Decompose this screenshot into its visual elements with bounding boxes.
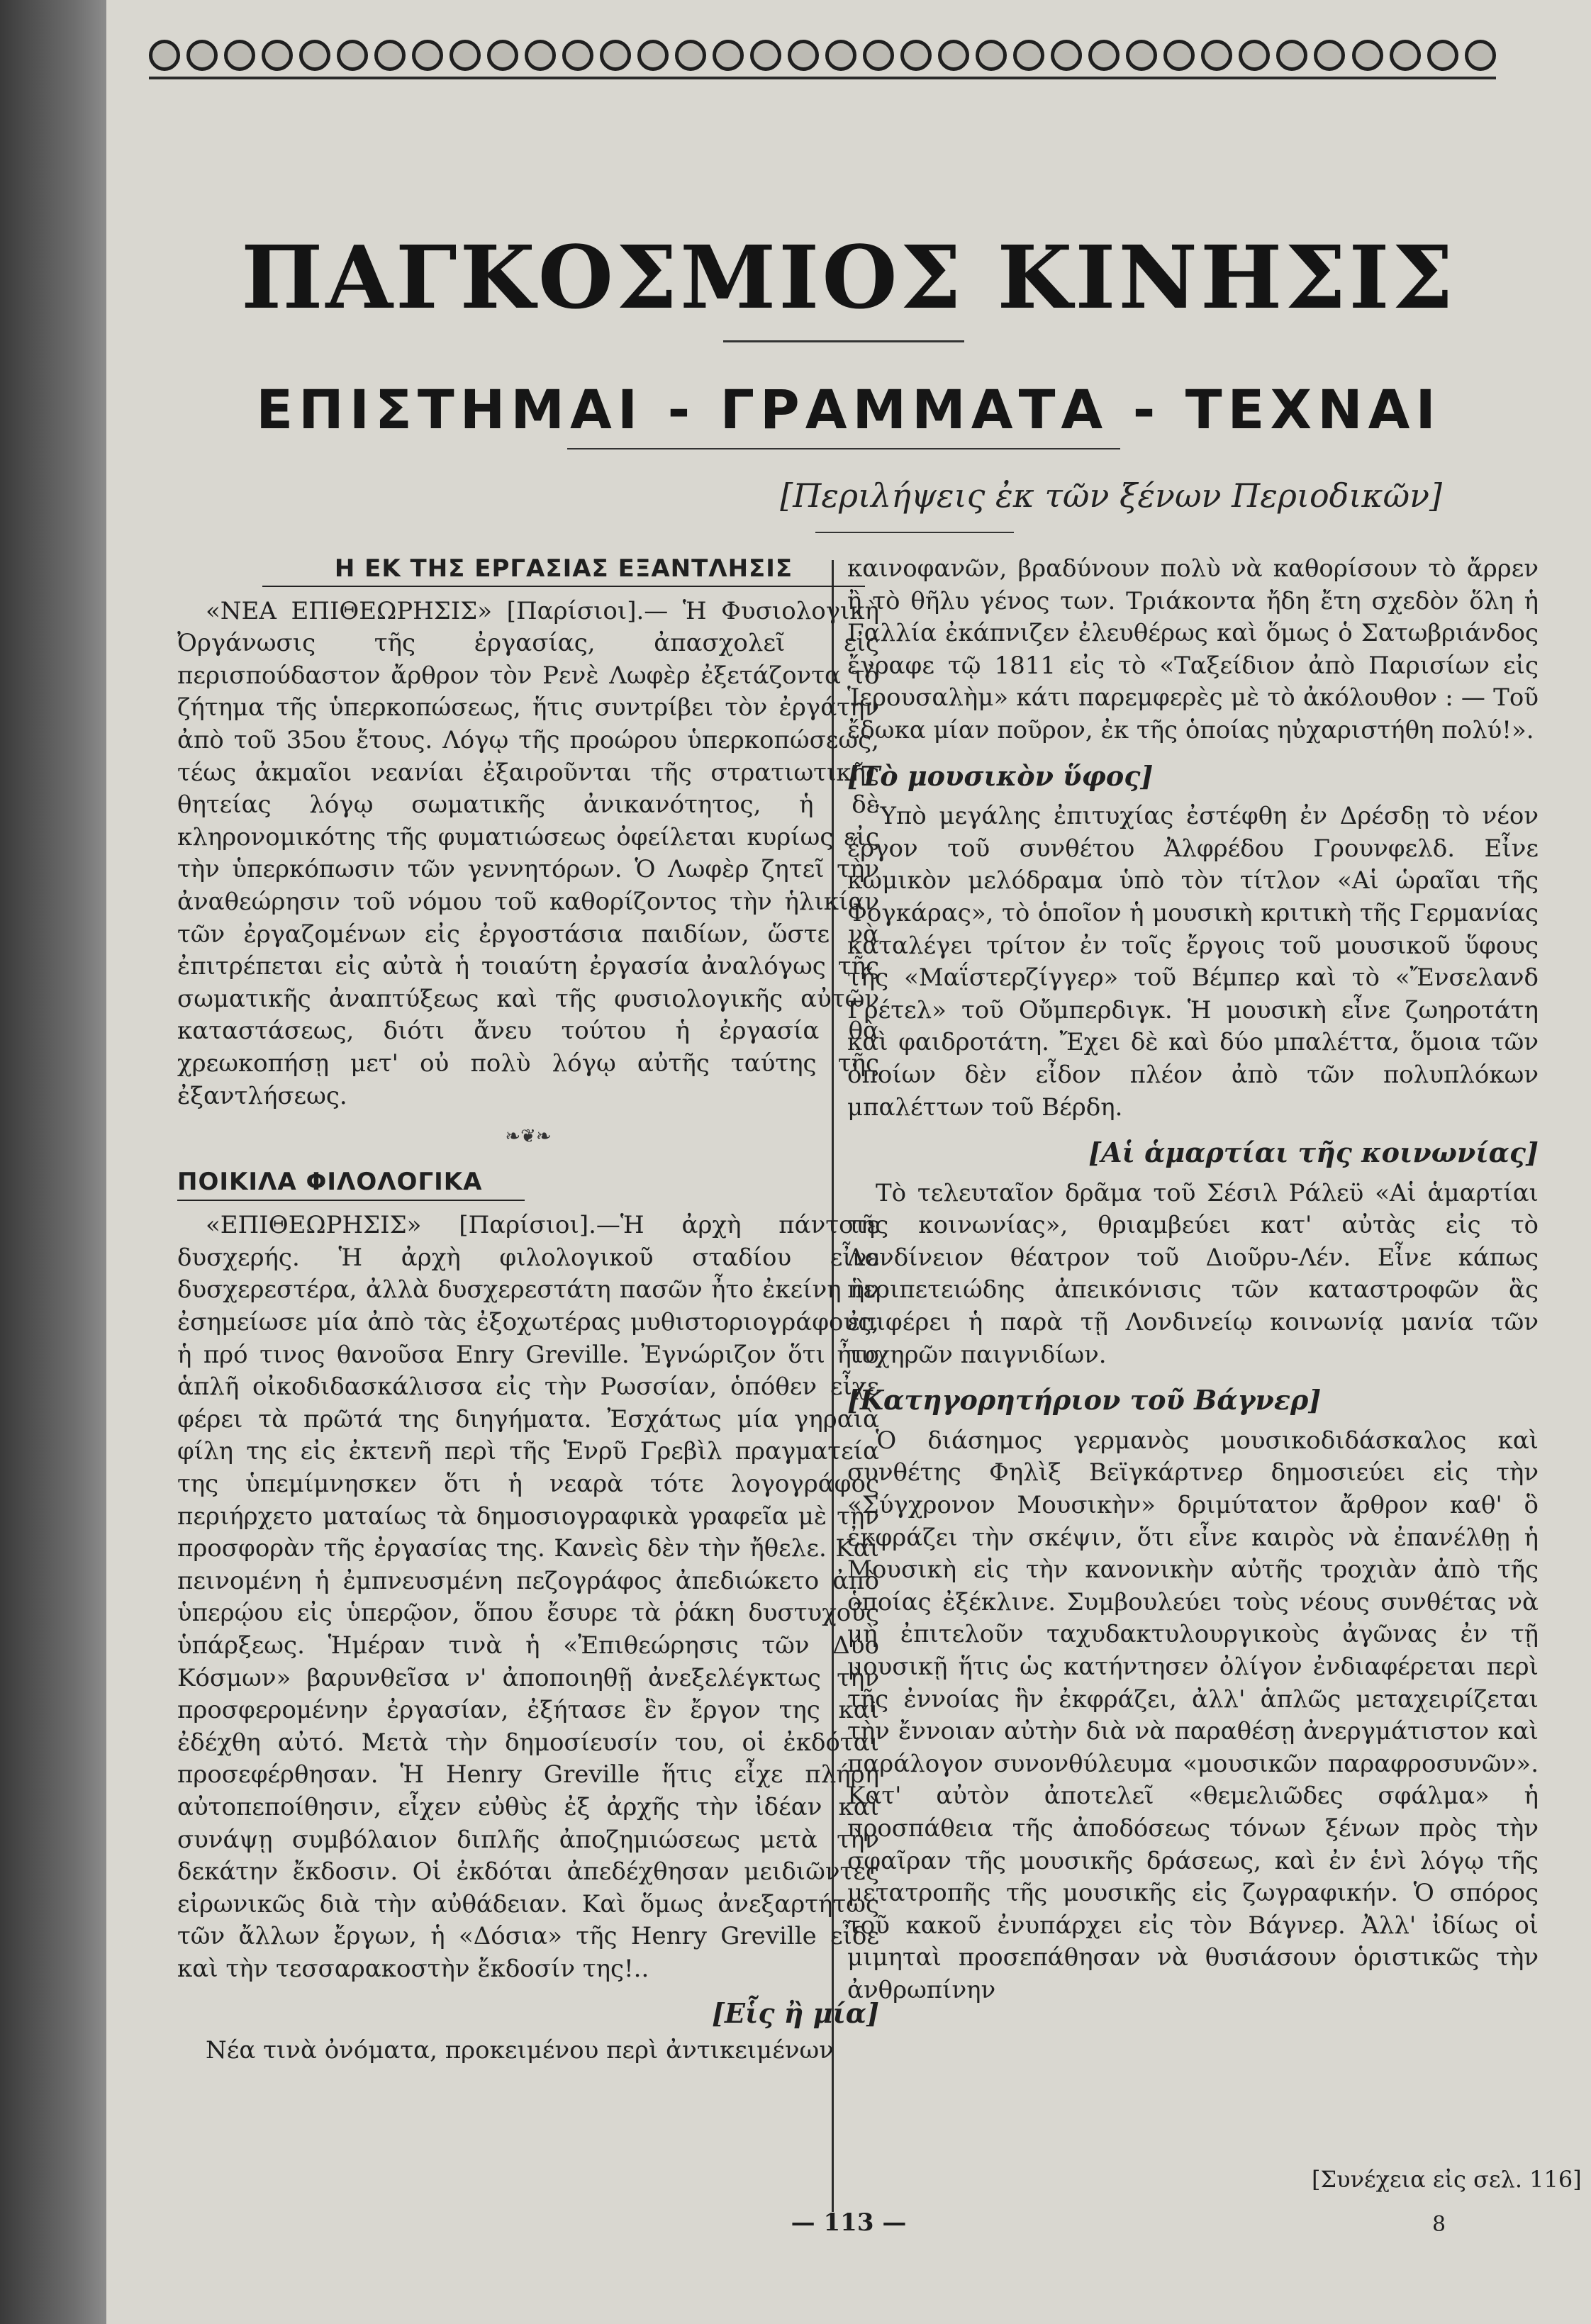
page-subtitle: ΕΠΙΣΤΗΜΑΙ - ΓΡΑΜΜΑΤΑ - ΤΕΧΝΑΙ — [256, 378, 1441, 441]
heading-society-sins: [Αἱ ἁμαρτίαι τῆς κοινωνίας] — [1088, 1136, 1539, 1169]
section-heading-exhaustion: Η ΕΚ ΤΗΣ ΕΡΓΑΣΙΑΣ ΕΞΑΝΤΛΗΣΙΣ — [262, 553, 865, 587]
right-column — [847, 553, 1539, 2007]
heading-musical-style: [Τὸ μουσικὸν ὕφος] — [847, 759, 1154, 792]
page-number: — 113 — — [791, 2208, 907, 2237]
article-musical-style: Ὑπὸ μεγάλης ἐπιτυχίας ἐστέφθη ἐν Δρέσδῃ τὸ νέον ἔργον τοῦ συνθέτου Ἀλφρέδου Γρουνφελδ. Εἶνε κωμικὸν μελόδραμα ὑπὸ τὸν τίτλον «Αἱ ὡραῖαι τῆς Φογκάρας», τὸ ὁποῖον ἡ μουσικὴ κριτικὴ τῆς Γερμανίας καταλέγει τρίτον ἐν τοῖς ἔργοις τοῦ μουσικοῦ ὕφους τῆς «Μαΐστερζίγγερ» τοῦ Βέμπερ καὶ τὸ «Ἔνσελανδ Γρέτελ» τοῦ Οὔμπερδιγκ. Ἡ μουσικὴ εἶνε ζωηροτάτη καὶ φαιδροτάτη. Ἔχει δὲ καὶ δύο μπαλέττα, ὅμοια τῶν ὁποίων δὲν εἶδον πλέον ἀπὸ τῶν πολυπλόκων μπαλέττων τοῦ Βέρδη. — [847, 802, 1539, 1122]
sheet-number: 8 — [1432, 2212, 1446, 2237]
left-column — [177, 553, 879, 2067]
page-title: ΠΑΓΚΟΣΜΙΟΣ ΚΙΝΗΣΙΣ — [241, 226, 1456, 328]
scan-gutter — [0, 0, 106, 2324]
note-rule — [815, 532, 1014, 533]
article-wagner-indictment: Ὁ διάσημος γερμανὸς μουσικοδιδάσκαλος καὶ συνθέτης Φηλὶξ Βεϊγκάρτνερ δημοσιεύει εἰς τὴν «Σύγχρονον Μουσικὴν» δριμύτατον ἄρθρον καθ' ὃ ἐκφράζει τὴν σκέψιν, ὅτι εἶνε καιρὸς νὰ ἐπανέλθῃ ἡ Μουσικὴ εἰς τὴν κανονικὴν αὐτῆς τροχιὰν ἀπὸ τῆς ὁποίας ἐξέκλινε. Συμβουλεύει τοὺς νέους συνθέτας νὰ μὴ ἐπιτελοῦν ταχυδακτυλουργικοὺς ἀγῶνας ἐν τῇ μουσικῇ ἥτις ὡς κατήντησεν ὀλίγον ἐνδιαφέρεται περὶ τῆς ἐννοίας ἣν ἐκφράζει, ἀλλ' ἁπλῶς μεταχειρίζεται τὴν ἔννοιαν αὐτὴν διὰ νὰ παραθέσῃ ἀνεργμάτιστον καὶ παράλογον συνονθύλευμα «μουσικῶν παραφροσυνῶν». Κατ' αὐτὸν ἀποτελεῖ «θεμελιῶδες σφάλμα» ἡ προσπάθεια τῆς ἀποδόσεως τόνων ξένων πρὸς τὴν σφαῖραν τῆς μουσικῆς δράσεως, καὶ ἐν ἑνὶ λόγῳ τῆς μετατροπῆς τῆς μουσικῆς εἰς ζωγραφικήν. Ὁ σπόρος τοῦ κακοῦ ἐνυπάρχει εἰς τὸν Βάγνερ. Ἀλλ' ἰδίως οἱ μιμηταὶ προσεπάθησαν νὰ θυσιάσουν ὁριστικῶς τὴν ἀνθρωπίνην — [847, 1426, 1539, 2004]
continued-note: [Συνέχεια εἰς σελ. 116] — [1312, 2166, 1582, 2193]
article-new-names-start: Νέα τινὰ ὀνόματα, προκειμένου περὶ ἀντικειμένων — [206, 2036, 834, 2065]
article-exhaustion: «ΝΕΑ ΕΠΙΘΕΩΡΗΣΙΣ» [Παρίσιοι].— Ἡ Φυσιολογικὴ Ὀργάνωσις τῆς ἐργασίας, ἀπασχολεῖ εἰς περισπούδαστον ἄρθρον τὸν Ρενὲ Λωφὲρ ἐξετάζοντα τὸ ζήτημα τῆς ὑπερκοπώσεως, ἥτις συντρίβει τὸν ἐργάτην ἀπὸ τοῦ 35ου ἔτους. Λόγῳ τῆς προώρου ὑπερκοπώσεως, τέως ἀκμαῖοι νεανίαι ἐξαιροῦνται τῆς στρατιωτικῆς θητείας λόγῳ σωματικῆς ἀνικανότητος, ἡ δὲ κληρονομικότης τῆς φυματιώσεως ὀφείλεται κυρίως εἰς τὴν ὑπερκόπωσιν τῶν γεννητόρων. Ὁ Λωφὲρ ζητεῖ τὴν ἀναθεώρησιν τοῦ νόμου τοῦ καθορίζοντος τὴν ἡλικίαν τῶν ἐργαζομένων εἰς ἐργοστάσια παιδίων, ὥστε νὰ ἐπιτρέπεται εἰς αὐτὰ ἡ τοιαύτη ἐργασία ἀναλόγως τῆς σωματικῆς ἀναπτύξεως καὶ τῆς φυσιολογικῆς αὐτῶν καταστάσεως, διότι ἄνευ τούτου ἡ ἐργασία θὰ χρεωκοπήσῃ μετ' οὐ πολὺ λόγῳ αὐτῆς ταύτης τῆς ἐξαντλήσεως. — [177, 596, 879, 1110]
article-new-names-cont: καινοφανῶν, βραδύνουν πολὺ νὰ καθορίσουν τὸ ἄρρεν ἢ τὸ θῆλυ γένος των. Τριάκοντα ἤδη ἔτη σχεδὸν ὅλη ἡ Γαλλία ἐκάπνιζεν ἐλευθέρως καὶ ὅμως ὁ Σατωβριάνδος ἔγραφε τῷ 1811 εἰς τὸ «Ταξείδιον ἀπὸ Παρισίων εἰς Ἱερουσαλὴμ» κάτι παρεμφερὲς μὲ τὸ ἀκόλουθον : — Τοῦ ἔδωκα μίαν ποῦρον, ἐκ τῆς ὁποίας ηὐχαριστήθη πολύ!». — [847, 554, 1539, 744]
ornamental-border — [149, 34, 1496, 79]
heading-wagner-indictment: [Κατηγορητήριον τοῦ Βάγνερ] — [847, 1384, 1322, 1417]
article-greville: «ΕΠΙΘΕΩΡΗΣΙΣ» [Παρίσιοι].—Ἡ ἀρχὴ πάντοτε δυσχερής. Ἡ ἀρχὴ φιλολογικοῦ σταδίου εἶνε δυσχερεστέρα, ἀλλὰ δυσχερεστάτη πασῶν ἦτο ἐκείνη ἣν ἐσημείωσε μία ἀπὸ τὰς ἐξοχωτέρας μυθιστοριογράφους, ἡ πρό τινος θανοῦσα Enry Greville. Ἐγνώριζον ὅτι ἦτο ἁπλῆ οἰκοδιδασκάλισσα εἰς τὴν Ρωσσίαν, ὁπόθεν εἶχε φέρει τὰ πρῶτά της διηγήματα. Ἐσχάτως μία γηραιὰ φίλη της εἰς ἐκτενῆ περὶ τῆς Ἑνρῦ Γρεβὶλ πραγματεία της ὑπεμίμνησκεν ὅτι ἡ νεαρὰ τότε λογογράφος περιήρχετο ματαίως τὰ δημοσιογραφικὰ γραφεῖα μὲ τὴν προσφορὰν τῆς ἐργασίας της. Κανεὶς δὲν τὴν ἤθελε. Καὶ πεινομένη ἡ ἐμπνευσμένη πεζογράφος ἀπεδιώκετο ἀπὸ ὑπερῴου εἰς ὑπερῷον, ὅπου ἔσυρε τὰ ῥάκη δυστυχοῦς ὑπάρξεως. Ἡμέραν τινὰ ἡ «Ἐπιθεώρησις τῶν Δύο Κόσμων» βαρυνθεῖσα ν' ἀποποιηθῇ ἀνεξελέγκτως τὴν προσφερομένην ἐργασίαν, ἐξήτασε ἓν ἔργον της καὶ ἐδέχθη αὐτό. Μετὰ τὴν δημοσίευσίν του, οἱ ἐκδόται προσεφέρθησαν. Ἡ Henry Greville ἥτις εἶχε πλήρη αὐτοπεποίθησιν, εἶχεν εὐθὺς ἐξ ἀρχῆς τὴν ἰδέαν καὶ συνάψῃ συμβόλαιον διπλῆς ἀποζημιώσεως μετὰ τὴν δεκάτην ἔκδοσιν. Οἱ ἐκδόται ἀπεδέχθησαν μειδιῶντες εἰρωνικῶς διὰ τὴν αὐθάδειαν. Καὶ ὅμως ἀνεξαρτήτως τῶν ἄλλων ἔργων, ἡ «Δόσια» τῆς Henry Greville εἶδε καὶ τὴν τεσσαρακοστὴν ἔκδοσίν της!.. — [177, 1211, 879, 1983]
newspaper-page — [106, 0, 1591, 2324]
source-note: [Περιλήψεις ἐκ τῶν ξένων Περιοδικῶν] — [780, 476, 1442, 515]
article-society-sins: Τὸ τελευταῖον δρᾶμα τοῦ Σέσιλ Ράλεϋ «Αἱ ἁμαρτίαι τῆς κοινωνίας», θριαμβεύει κατ' αὐτὰς εἰς τὸ Λονδίνειον θέατρον τοῦ Διοῦρυ-Λέν. Εἶνε κάπως περιπετειώδης ἀπεικόνισις τῶν καταστροφῶν ἃς ἐπιφέρει ἡ παρὰ τῇ Λονδινείῳ κοινωνίᾳ μανία τῶν τυχηρῶν παιγνιδίων. — [847, 1178, 1539, 1369]
subtitle-rule — [567, 448, 1120, 449]
article-byline: [Εἷς ἢ μία] — [712, 1996, 879, 2029]
ornament-divider: ❧❦❧ — [505, 1126, 552, 1148]
title-rule — [723, 340, 964, 342]
section-heading-literary: ΠΟΙΚΙΛΑ ΦΙΛΟΛΟΓΙΚΑ — [177, 1166, 525, 1202]
